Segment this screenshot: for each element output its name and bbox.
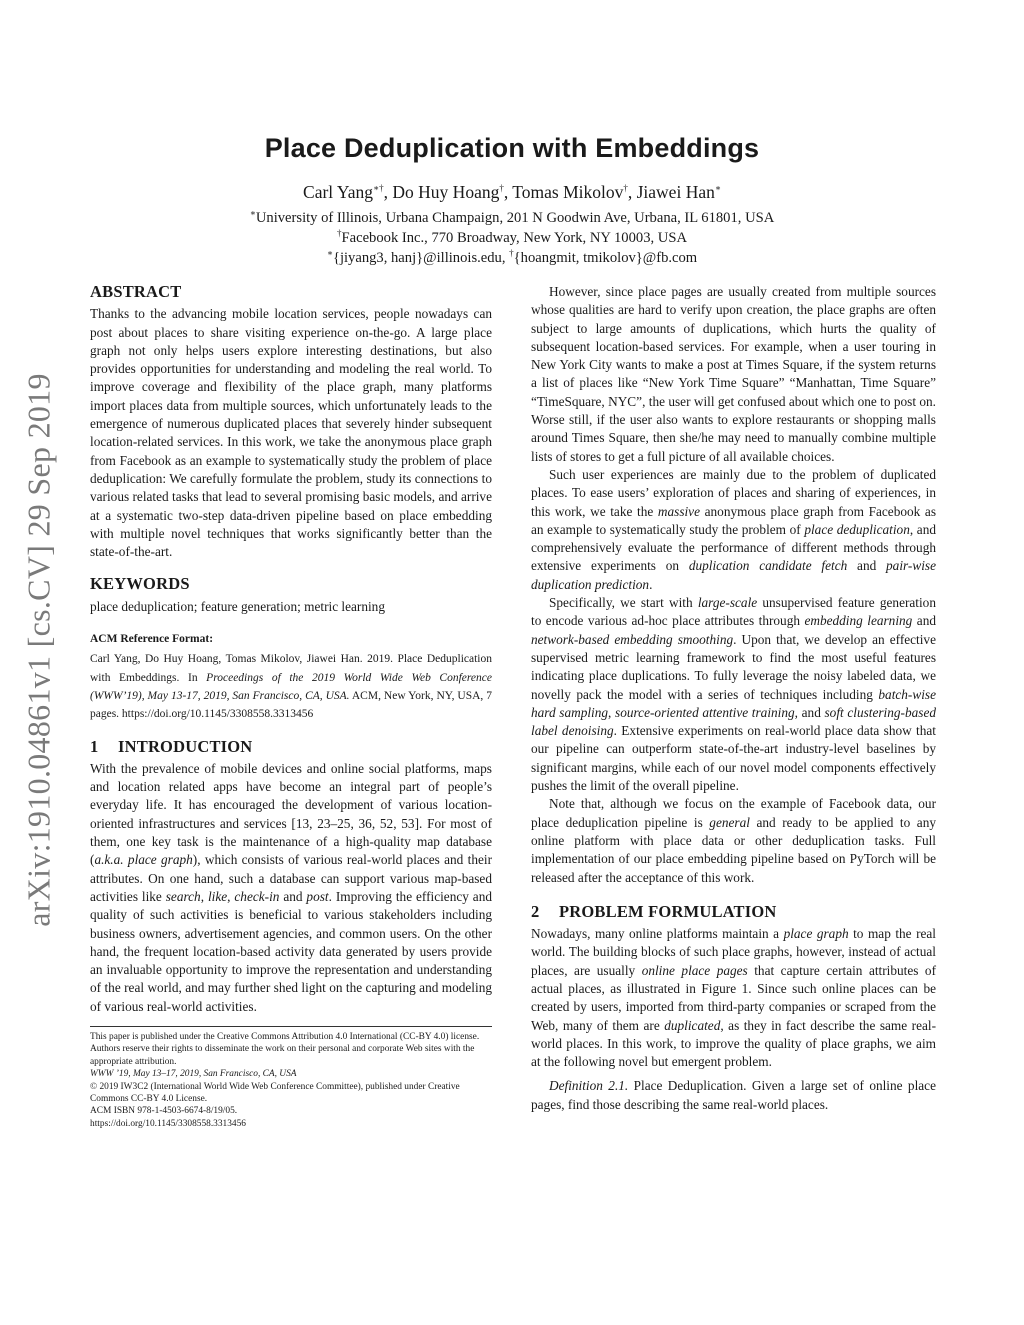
- footnote-conference: WWW ’19, May 13–17, 2019, San Francisco, CA, USA: [90, 1069, 297, 1080]
- paragraph-problem: Nowadays, many online platforms maintain a place graph to map the real world. The building blocks of such place graphs, however, instead of actual places, are usually online place pages that capture certain attributes of actual places, as illustrated in Figure 1. Since such online places can be created by users, imported from third-party companies or scraped from the Web, many of them are duplicated, as they in fact describe the same real-world places. In this work, to improve the quality of place graphs, we aim at the following novel but emergent problem.: [531, 926, 937, 1070]
- paragraph-method: Specifically, we start with large-scale unsupervised feature generation to encode various ad-hoc place attributes through embedding learning and network-based embedding smoothing. Upon that, we develop an effective supervised metric learning framework to find the most useful features indicating place duplications. To fully leverage the noisy labeled data, we novelly pack the model with a series of techniques including batch-wise hard sampling, source-oriented attentive training, and soft clustering-based label denoising. Extensive experiments on real-world place data show that our pipeline can outperform state-of-the-art industry-level baselines by significant margins, while each of our novel model components effectively pushes the limit of the overall pipeline.: [531, 595, 936, 794]
- author-name: Tomas Mikolov: [512, 182, 624, 202]
- author-name: Do Huy Hoang: [392, 182, 500, 202]
- footnote-block: [90, 1031, 492, 1130]
- keywords-text: place deduplication; feature generation; metric learning: [90, 598, 385, 614]
- definition-2-1: Definition 2.1. Place Deduplication. Given a large set of online place pages, find those describing the same real-world places.: [531, 1078, 936, 1112]
- left-column: [90, 283, 492, 1130]
- author-emails: ∗{jiyang3, hanj}@illinois.edu, †{hoangmit, tmikolov}@fb.com: [326, 248, 698, 266]
- footnote-isbn: ACM ISBN 978-1-4503-6674-8/19/05.: [90, 1106, 238, 1117]
- author-name: Jiawei Han: [636, 182, 715, 202]
- keywords-heading: KEYWORDS: [90, 574, 190, 594]
- intro-paragraph: With the prevalence of mobile devices and online social platforms, maps and location related apps have become an integral part of people’s everyday life. It has encouraged the development of various location-oriented infrastructures and services [13, 23–25, 36, 52, 53]. For most of them, one key task is the maintenance of a high-quality map database (a.k.a. place graph), which consists of various real-world places and their attributes. On one hand, such a database can support various map-based activities like search, like, check-in and post. Improving the efficiency and quality of such activities is beneficial to various stakeholders including business owners, advertisement agencies, and common users. On the other hand, the frequent location-based activity data generated by users provide an invaluable opportunity to improve the representation and understanding of the real world, and may further shed light on the capturing and modeling of various real-world activities.: [90, 760, 493, 1014]
- acm-reference-text: Carl Yang, Do Huy Hoang, Tomas Mikolov, Jiawei Han. 2019. Place Deduplication with Embeddings. In Proceedings of the 2019 World Wide Web Conference (WWW’19), May 13-17, 2019, San Francisco, CA, USA. ACM, New York, NY, USA, 7 pages. https://doi.org/10.1145/3308558.3313456: [90, 653, 492, 721]
- footnote-copyright: © 2019 IW3C2 (International World Wide Web Conference Committee), published under Creative Commons CC-BY 4.0 License.: [90, 1081, 460, 1105]
- author-name: Carl Yang: [303, 182, 374, 202]
- footnote-doi[interactable]: https://doi.org/10.1145/3308558.3313456: [90, 1118, 246, 1129]
- acm-reference-heading: ACM Reference Format:: [90, 633, 214, 646]
- paragraph-generality: Note that, although we focus on the example of Facebook data, our place deduplication pipeline is general and ready to be applied to any online platform with place data or other deduplication tasks. Full implementation of our place embedding pipeline based on PyTorch will be released after the acceptance of this work.: [531, 796, 937, 885]
- paragraph-motivation: However, since place pages are usually created from multiple sources whose qualities are hard to verify upon creation, the place graphs are often subject to large amounts of duplications, which hurts the quality of subsequent location-based services. For example, when a user touring in New York City wants to make a post at Times Square, if the system returns a list of places like “New York Time Square” “Manhattan, Time Square” “TimeSquare, NYC”, the user will get confused about which one to post on. Worse still, if the user also wants to explore restaurants or shopping malls around Times Square, then she/he may need to manually combine multiple lists of stores to get a full picture of all available choices.: [531, 284, 936, 464]
- footnote-divider: [90, 1026, 492, 1027]
- author-list: Carl Yang∗†, Do Huy Hoang†, Tomas Mikolov†, Jiawei Han∗: [303, 182, 721, 202]
- affiliation-illinois: ∗University of Illinois, Urbana Champaign, 201 N Goodwin Ave, Urbana, IL 61801, USA: [249, 208, 775, 226]
- footnote-license: This paper is published under the Creative Commons Attribution 4.0 International (CC-BY 4.0) license. Authors reserve their rights to disseminate the work on their personal and corporate Web sites with the appropriate attribution.: [90, 1031, 480, 1067]
- abstract-heading: ABSTRACT: [90, 282, 182, 301]
- right-column: [531, 283, 936, 1114]
- paper-title: Place Deduplication with Embeddings: [264, 133, 760, 163]
- arxiv-sidebar: [14, 350, 64, 950]
- problem-formulation-heading: 2 PROBLEM FORMULATION: [531, 901, 777, 921]
- introduction-heading: 1 INTRODUCTION: [90, 736, 253, 756]
- abstract-text: Thanks to the advancing mobile location services, people nowadays can post about places to share visiting experience on-the-go. A large place graph not only helps users explore interesting destinations, but also provides opportunities for understanding and modeling the real world. To improve coverage and flexibility of the place graph, many platforms import places data from multiple sources, which unfortunately leads to the emergence of numerous duplicated places that severely hinder subsequent location-related services. In this work, we take the anonymous place graph from Facebook as an example to systematically study the problem of place deduplication: We carefully formulate the problem, study its connections to various related tasks that lead to several promising basic models, and arrive at a systematic two-step data-driven pipeline based on place embedding with multiple novel techniques that works significantly better than the state-of-the-art.: [90, 306, 492, 560]
- paragraph-contribution: Such user experiences are mainly due to the problem of duplicated places. To ease users’ exploration of places and sharing of experiences, in this work, we take the massive anonymous place graph from Facebook as an example to systematically study the problem of place deduplication, and comprehensively evaluate the performance of different methods through extensive experiments on duplication candidate fetch and pair-wise duplication prediction.: [531, 466, 936, 592]
- arxiv-identifier: arXiv:1910.04861v1 [cs.CV] 29 Sep 2019: [20, 373, 57, 927]
- affiliation-facebook: †Facebook Inc., 770 Broadway, New York, NY 10003, USA: [337, 228, 687, 246]
